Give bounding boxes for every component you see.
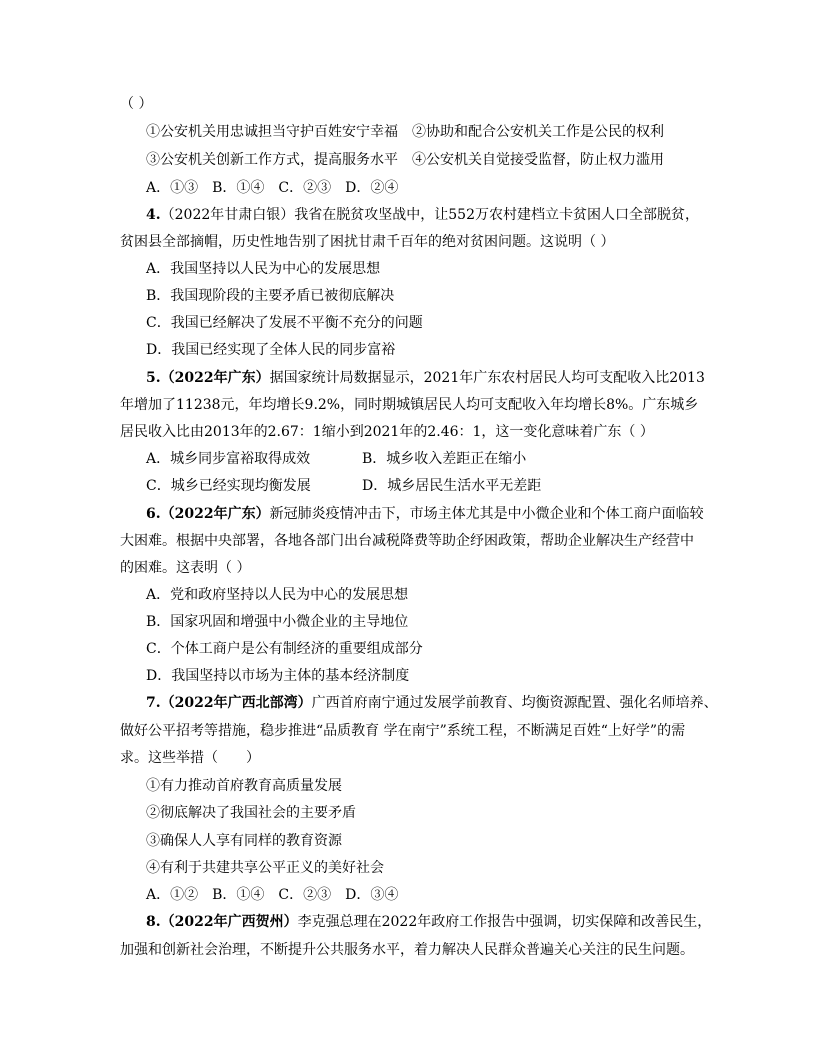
q8-line-2: 加强和创新社会治理，不断提升公共服务水平，着力解决人民群众普遍关心关注的民生问题。 [120,942,694,958]
q3-paren: （ ） [120,96,153,112]
q7-source: （2022年广西北部湾） [160,695,312,711]
q4-line-2: 贫困县全部摘帽，历史性地告别了困扰甘肃千百年的绝对贫困问题。这说明（ ） [120,234,615,250]
q7-options: A．①② B．①④ C．②③ D．③④ [146,887,399,903]
q7-text-1: 广西首府南宁通过发展学前教育、均衡资源配置、强化名师培养、 [311,695,718,711]
q7-item-3: ③确保人人享有同样的教育资源 [146,833,342,849]
q7-item-2: ②彻底解决了我国社会的主要矛盾 [146,805,356,821]
q5-source: （2022年广东） [160,370,270,386]
q6-number: 6. [146,506,161,522]
q4-text-1: （2022年甘肃白银）我省在脱贫攻坚战中，让552万农村建档立卡贫困人口全部脱贫， [160,207,699,223]
q5-line-2: 年增加了11238元，年均增长9.2%，同时期城镇居民人均可支配收入年均增长8%。广东城乡 [120,397,699,413]
q4-option-d: D．我国已经实现了全体人民的同步富裕 [146,342,396,358]
q5-option-b: B．城乡收入差距正在缩小 [362,451,527,467]
q5-option-c: C．城乡已经实现均衡发展 [146,478,311,494]
q7-number: 7. [146,695,161,711]
q5-line-3: 居民收入比由2013年的2.67：1缩小到2021年的2.46：1，这一变化意味着广东（ ） [120,424,654,440]
q7-item-4: ④有利于共建共享公平正义的美好社会 [146,860,384,876]
q4-line-1 [146,206,699,224]
q6-line-2: 大困难。根据中央部署，各地各部门出台减税降费等助企纾困政策，帮助企业解决生产经营中 [120,533,694,549]
q3-item-line-2: ③公安机关创新工作方式，提高服务水平 ④公安机关自觉接受监督，防止权力滥用 [146,152,664,168]
q6-line-1 [146,505,704,523]
q6-text-1: 新冠肺炎疫情冲击下，市场主体尤其是中小微企业和个体工商户面临较 [269,506,704,522]
q7-line-2: 做好公平招考等措施，稳步推进“品质教育 学在南宁”系统工程，不断满足百姓“上好学”的需 [120,723,686,739]
q5-option-a: A．城乡同步富裕取得成效 [146,451,311,467]
q4-option-a: A．我国坚持以人民为中心的发展思想 [146,261,381,277]
q5-line-1 [146,369,705,387]
q6-option-c: C．个体工商户是公有制经济的重要组成部分 [146,641,423,657]
q8-number: 8. [146,914,161,930]
q5-option-d: D．城乡居民生活水平无差距 [362,478,542,494]
q4-option-c: C．我国已经解决了发展不平衡不充分的问题 [146,315,423,331]
q8-source: （2022年广西贺州） [160,914,298,930]
q6-line-3: 的困难。这表明（ ） [120,560,251,576]
q8-text-1: 李克强总理在2022年政府工作报告中强调，切实保障和改善民生， [297,914,712,930]
q6-option-a: A．党和政府坚持以人民为中心的发展思想 [146,587,409,603]
q4-number: 4. [146,207,161,223]
q3-options: A．①③ B．①④ C．②③ D．②④ [146,180,399,196]
q3-item-line-1: ①公安机关用忠诚担当守护百姓安宁幸福 ②协助和配合公安机关工作是公民的权利 [146,124,664,140]
q4-option-b: B．我国现阶段的主要矛盾已被彻底解决 [146,288,395,304]
q7-line-1 [146,694,718,712]
q6-option-b: B．国家巩固和增强中小微企业的主导地位 [146,614,409,630]
q5-number: 5. [146,370,161,386]
q7-line-3: 求。这些举措（ ） [120,750,260,766]
q6-option-d: D．我国坚持以市场为主体的基本经济制度 [146,668,410,684]
q8-line-1 [146,913,711,931]
q6-source: （2022年广东） [160,506,270,522]
q5-text-1: 据国家统计局数据显示，2021年广东农村居民人均可支配收入比2013 [269,370,705,386]
q7-item-1: ①有力推动首府教育高质量发展 [146,778,342,794]
